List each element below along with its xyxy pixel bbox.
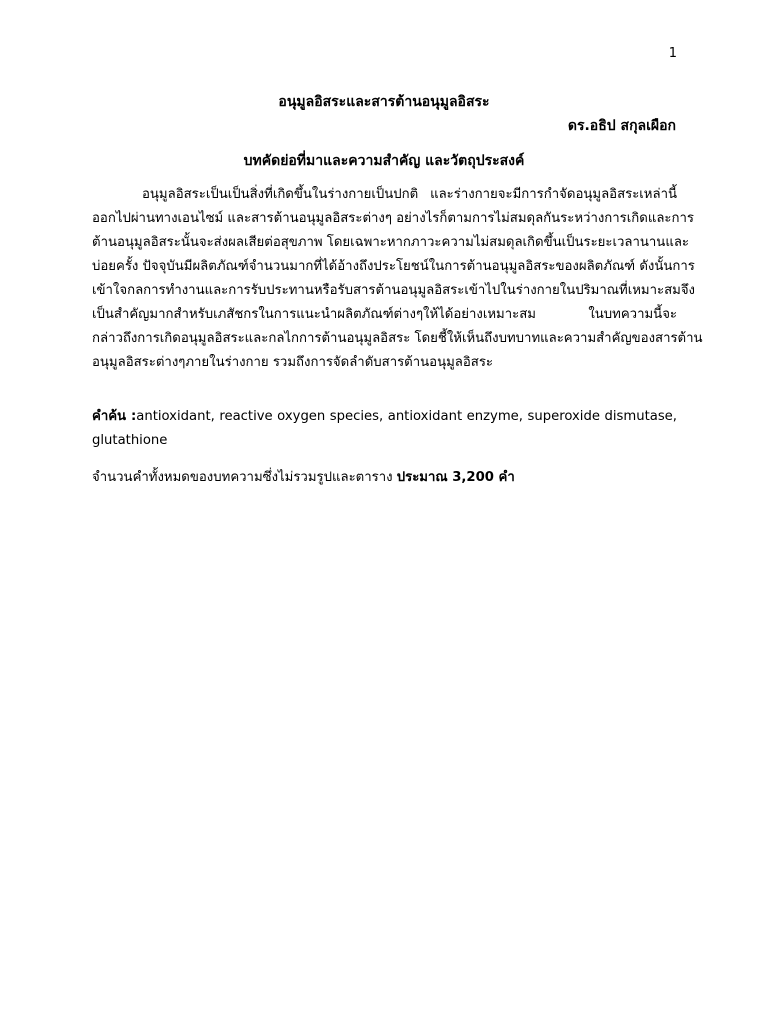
abstract-line: อนุมูลอิสระต่างๆภายในร่างกาย รวมถึงการจัดลำดับสารต้านอนุมูลอิสระ [92,355,494,370]
document-title: อนุมูลอิสระและสารต้านอนุมูลอิสระ [278,94,490,110]
word-count-text: จำนวนคำทั้งหมดของบทความซึ่งไม่รวมรูปและตาราง [92,470,397,485]
word-count [92,466,515,490]
abstract-line: เป็นสำคัญมากสำหรับเภสัชกรในการแนะนำผลิตภัณฑ์ต่างๆให้ได้อย่างเหมาะสม ในบทความนี้จะ [92,307,677,322]
page-number: 1 [668,46,677,61]
abstract-heading: บทคัดย่อที่มาและความสำคัญ และวัตถุประสงค์ [243,153,525,169]
abstract-line: บ่อยครั้ง ปัจจุบันมีผลิตภัณฑ์จำนวนมากที่ได้อ้างถึงประโยชน์ในการต้านอนุมูลอิสระของผลิตภัณฑ์ ดังนั้นการ [92,259,695,274]
abstract-line: อนุมูลอิสระเป็นเป็นสิ่งที่เกิดขึ้นในร่างกายเป็นปกติ และร่างกายจะมีการกำจัดอนุมูลอิสระเหล่านี้ [142,187,677,202]
abstract-line: กล่าวถึงการเกิดอนุมูลอิสระและกลไกการต้านอนุมูลอิสระ โดยชี้ให้เห็นถึงบทบาทและความสำคัญของสารต้าน [92,331,703,346]
keywords-line: glutathione [92,433,168,448]
abstract-line: เข้าใจกลการทำงานและการรับประทานหรือรับสารต้านอนุมูลอิสระเข้าไปในร่างกายในปริมาณที่เหมาะสมจึง [92,283,695,298]
abstract-line: ออกไปผ่านทางเอนไซม์ และสารต้านอนุมูลอิสระต่างๆ อย่างไรก็ตามการไม่สมดุลกันระหว่างการเกิดและการ [92,211,694,226]
keywords-line [92,405,677,429]
word-count-value: ประมาณ 3,200 คำ [396,470,515,485]
keywords-block [92,405,677,453]
abstract-line: ต้านอนุมูลอิสระนั้นจะส่งผลเสียต่อสุขภาพ โดยเฉพาะหากภาวะความไม่สมดุลเกิดขึ้นเป็นระยะเวลานานและ [92,235,689,250]
author-name: ดร.อธิป สกุลเผือก [567,118,676,134]
keywords-label: คำค้น : [92,409,137,424]
keywords-list: antioxidant, reactive oxygen species, antioxidant enzyme, superoxide dismutase, [136,409,677,424]
abstract-paragraph [92,183,703,375]
